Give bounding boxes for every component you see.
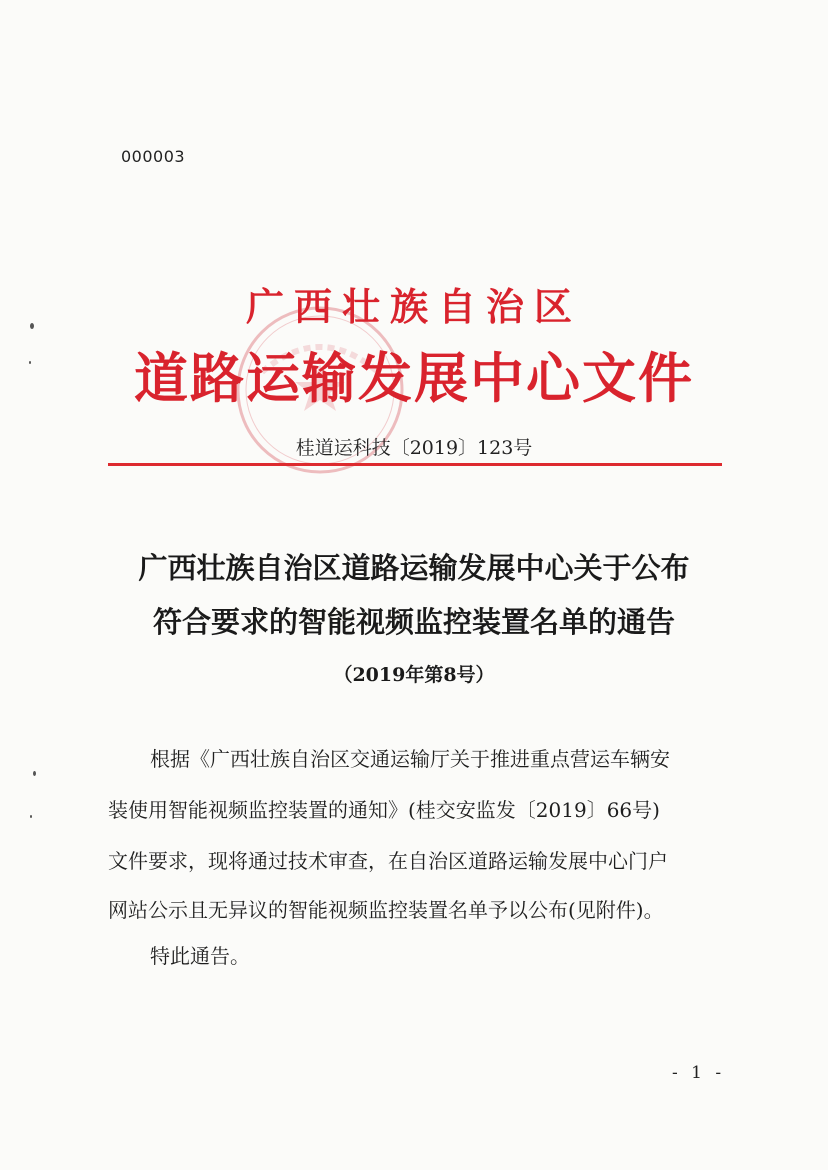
doc-number: 000003: [121, 147, 186, 166]
header-divider: [108, 463, 722, 466]
body-line-2: 装使用智能视频监控装置的通知》(桂交安监发〔2019〕66号): [108, 798, 660, 822]
body-line-3: 文件要求，现将通过技术审查，在自治区道路运输发展中心门户: [108, 849, 668, 873]
scan-speck: [30, 815, 32, 818]
notice-title-line-1: 广西壮族自治区道路运输发展中心关于公布: [138, 551, 690, 585]
body-line-4: 网站公示且无异议的智能视频监控装置名单予以公布(见附件)。: [108, 898, 664, 922]
scan-speck: [33, 771, 36, 776]
body-closing: 特此通告。: [150, 944, 250, 968]
scan-speck: [29, 361, 31, 364]
notice-title-line-2: 符合要求的智能视频监控装置名单的通告: [152, 605, 675, 639]
page-number: - 1 -: [672, 1063, 726, 1083]
scan-speck: [30, 323, 34, 329]
body-line-1: 根据《广西壮族自治区交通运输厅关于推进重点营运车辆安: [150, 747, 670, 771]
issuer-region: 广西壮族自治区: [245, 284, 582, 329]
file-code: 桂道运科技〔2019〕123号: [295, 437, 533, 459]
issuer-name: 道路运输发展中心文件: [134, 346, 694, 410]
notice-serial: （2019年第8号）: [333, 664, 495, 686]
